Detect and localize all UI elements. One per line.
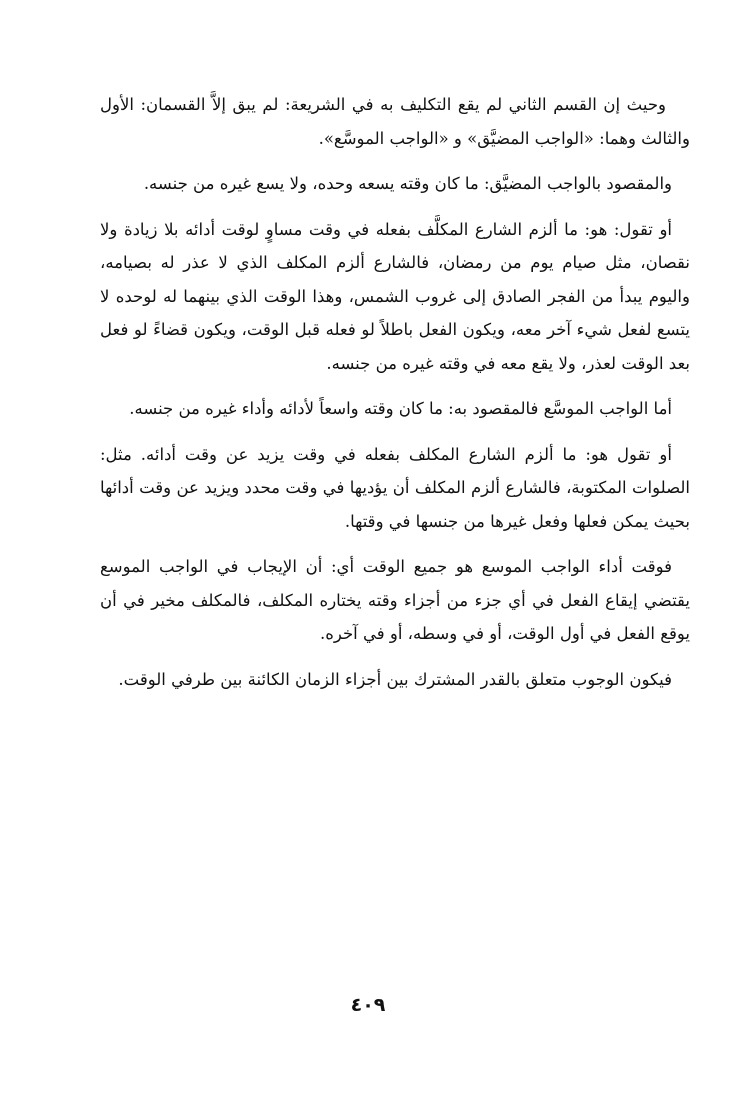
paragraph-extended-obligation-example: أو تقول هو: ما ألزم الشارع المكلف بفعله في وقت يزيد عن وقت أدائه. مثل: الصلوات المكتوبة، فالشارع ألزم المكلف أن يؤديها في وقت محدد ويزيد عن وقت أدائها بحيث يمكن فعلها وفعل غيرها من جنسها في وقتها. xyxy=(100,444,690,531)
paragraph-extended-obligation-definition: أما الواجب الموسَّع فالمقصود به: ما كان وقته واسعاً لأدائه وأداء غيره من جنسه. xyxy=(129,399,672,418)
paragraph-extended-obligation-time: فوقت أداء الواجب الموسع هو جميع الوقت أي: أن الإيجاب في الواجب الموسع يقتضي إيقاع الفعل في أي جزء من أجزاء وقته يختاره المكلف، فالمكلف مخير في أن يوقع الفعل في أول الوقت، أو في وسطه، أو في آخره. xyxy=(100,557,690,643)
body-text xyxy=(100,88,690,708)
paragraph-narrow-obligation-definition: والمقصود بالواجب المضيَّق: ما كان وقته يسعه وحده، ولا يسع غيره من جنسه. xyxy=(143,174,672,193)
page-number: ٤٠٩ xyxy=(350,994,386,1016)
paragraph-intro: وحيث إن القسم الثاني لم يقع التكليف به في الشريعة: لم يبق إلاَّ القسمان: الأول والثالث وهما: «الواجب المضيَّق» و «الواجب الموسَّع». xyxy=(100,95,690,148)
paragraph-narrow-obligation-example: أو تقول: هو: ما ألزم الشارع المكلَّف بفعله في وقت مساوٍ لوقت أدائه بلا زيادة ولا نقصان، مثل صيام يوم من رمضان، فالشارع ألزم المكلف الذي لا عذر له بصيامه، واليوم يبدأ من الفجر الصادق إلى غروب الشمس، وهذا الوقت الذي بينهما له لوحده لا يتسع لفعل شيء آخر معه، ويكون الفعل باطلاً لو فعله قبل الوقت، ويكون قضاءً لو فعل بعد الوقت لعذر، ولا يقع معه في وقته غيره من جنسه. xyxy=(100,219,690,373)
paragraph-conclusion: فيكون الوجوب متعلق بالقدر المشترك بين أجزاء الزمان الكائنة بين طرفي الوقت. xyxy=(118,669,672,689)
